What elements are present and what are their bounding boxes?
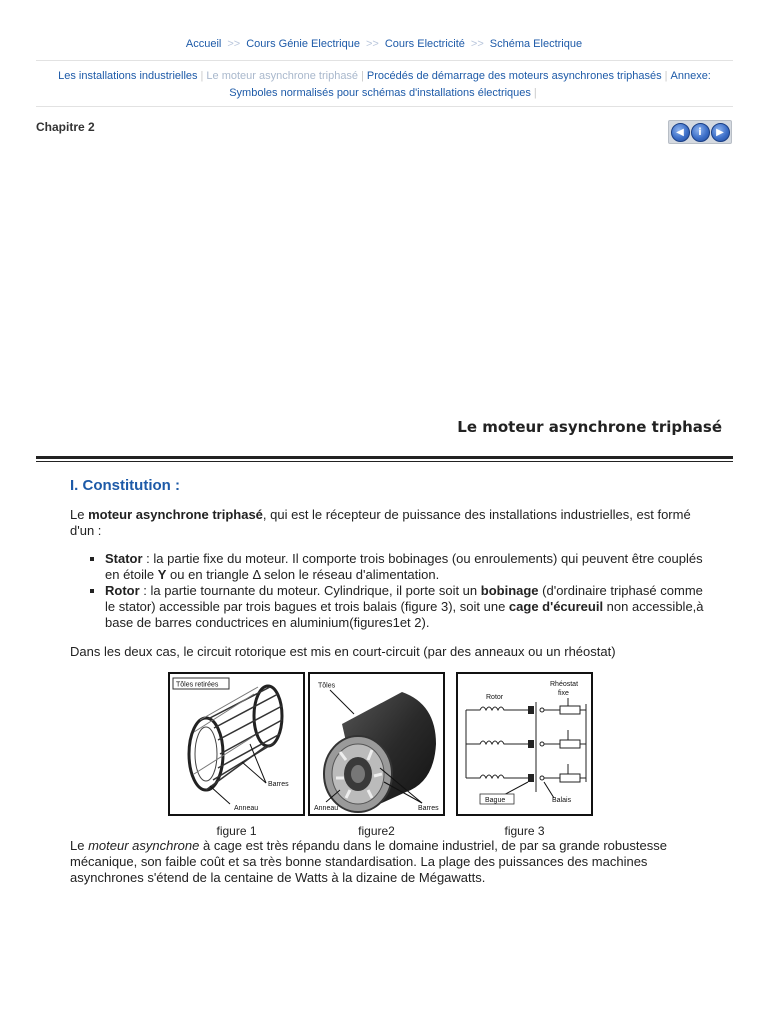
fig3-rheostat-label: Rhéostat xyxy=(550,681,579,688)
article-content xyxy=(70,476,710,898)
nav-annexe-link[interactable]: Annexe: Symboles normalisés pour schémas d'installations électriques xyxy=(229,70,711,99)
nav-separator: | xyxy=(200,70,204,82)
previous-arrow-icon[interactable]: ◀ xyxy=(671,123,690,142)
figure-2-image xyxy=(308,672,445,816)
chapter-navigation xyxy=(36,68,733,102)
nav-separator: | xyxy=(361,70,364,82)
closing-text: Le xyxy=(70,838,89,853)
rotor-text: : la partie tournante du moteur. Cylindrique, il porte soit un xyxy=(139,583,481,598)
stator-term: Stator xyxy=(105,551,143,566)
divider xyxy=(36,60,733,61)
fig2-toles-label: Tôles xyxy=(318,682,336,690)
title-rule xyxy=(36,456,733,459)
nav-current-item: Le moteur asynchrone triphasé xyxy=(206,70,359,82)
rotor-term: Rotor xyxy=(105,583,140,598)
fig3-fixe-label: fixe xyxy=(558,690,569,697)
stator-text-end: ou en triangle Δ selon le réseau d'alimentation. xyxy=(166,567,440,582)
figure-1-image xyxy=(168,672,305,816)
page-nav-buttons xyxy=(668,120,732,144)
figure-3-image xyxy=(456,672,593,816)
list-item-stator xyxy=(105,551,710,583)
nav-separator: | xyxy=(664,70,668,82)
rotor-bobinage: bobinage xyxy=(480,583,539,598)
figure-1-caption: figure 1 xyxy=(216,824,257,838)
stator-text: : la partie fixe du moteur. Il comporte trois bobinages (ou enroulements) qui peuvent être couplés en étoile xyxy=(105,551,703,582)
fig3-rotor-label: Rotor xyxy=(486,694,504,701)
fig1-anneau-label: Anneau xyxy=(234,805,259,812)
info-icon[interactable]: i xyxy=(691,123,710,142)
next-arrow-icon[interactable]: ▶ xyxy=(711,123,730,142)
components-list xyxy=(70,551,710,631)
circuit-paragraph: Dans les deux cas, le circuit rotorique est mis en court-circuit (par des anneaux ou un rhéostat) xyxy=(70,644,616,659)
breadcrumb-cours-genie-link[interactable]: Cours Génie Electrique xyxy=(246,38,360,50)
breadcrumb-home-link[interactable]: Accueil xyxy=(185,38,222,50)
intro-text: Le xyxy=(70,507,89,522)
closing-paragraph xyxy=(70,838,710,886)
figure-2-caption: figure2 xyxy=(358,824,395,838)
breadcrumb-separator: >> xyxy=(470,38,484,50)
figures-row xyxy=(70,672,710,838)
title-rule-thin xyxy=(36,461,733,462)
list-item-rotor xyxy=(105,583,710,631)
fig2-anneau-label: Anneau xyxy=(314,805,339,812)
breadcrumb xyxy=(0,38,768,50)
fig3-bague-label: Bague xyxy=(485,797,506,804)
breadcrumb-separator: >> xyxy=(227,38,241,50)
divider xyxy=(36,106,733,107)
fig1-toles-label: Tôles retirées xyxy=(176,681,219,689)
fig3-balais-label: Balais xyxy=(552,797,572,804)
section-heading: I. Constitution : xyxy=(70,477,180,494)
page-title: Le moteur asynchrone triphasé xyxy=(457,418,722,436)
closing-text-end: à cage est très répandu dans le domaine industriel, de par sa grande robustesse mécanique, son faible coût et sa très bonne standardisation. La plage des puissances des machines asynchrones s'étend de la centaine de Watts à la dizaine de Mégawatts. xyxy=(70,838,667,885)
rotor-cage: cage d'écureuil xyxy=(508,599,604,614)
stator-y: Y xyxy=(157,567,167,582)
fig1-barres-label: Barres xyxy=(268,781,289,788)
nav-installations-link[interactable]: Les installations industrielles xyxy=(58,70,198,82)
closing-italic: moteur asynchrone xyxy=(88,838,200,853)
intro-paragraph xyxy=(70,507,710,539)
chapter-label: Chapitre 2 xyxy=(36,120,95,134)
rotor-text-3: non accessible,à base de barres conductrices en aluminium(figures1et 2). xyxy=(105,599,704,630)
intro-bold: moteur asynchrone triphasé xyxy=(88,507,263,522)
figure-3-caption: figure 3 xyxy=(504,824,545,838)
breadcrumb-separator: >> xyxy=(365,38,379,50)
figure-2 xyxy=(308,672,445,839)
intro-text-end: , qui est le récepteur de puissance des installations industrielles, est formé d'un : xyxy=(70,507,691,538)
nav-separator: | xyxy=(533,87,537,99)
nav-demarrage-link[interactable]: Procédés de démarrage des moteurs asynchrones triphasés xyxy=(366,70,662,82)
breadcrumb-schema-link[interactable]: Schéma Electrique xyxy=(489,38,583,50)
figure-1 xyxy=(168,672,305,839)
breadcrumb-cours-electricite-link[interactable]: Cours Electricité xyxy=(384,38,465,50)
figure-3 xyxy=(456,672,593,839)
fig2-barres-label: Barres xyxy=(418,805,439,812)
rotor-text-2: (d'ordinaire triphasé comme le stator) accessible par trois bagues et trois balais (figure 3), soit une xyxy=(105,583,703,614)
